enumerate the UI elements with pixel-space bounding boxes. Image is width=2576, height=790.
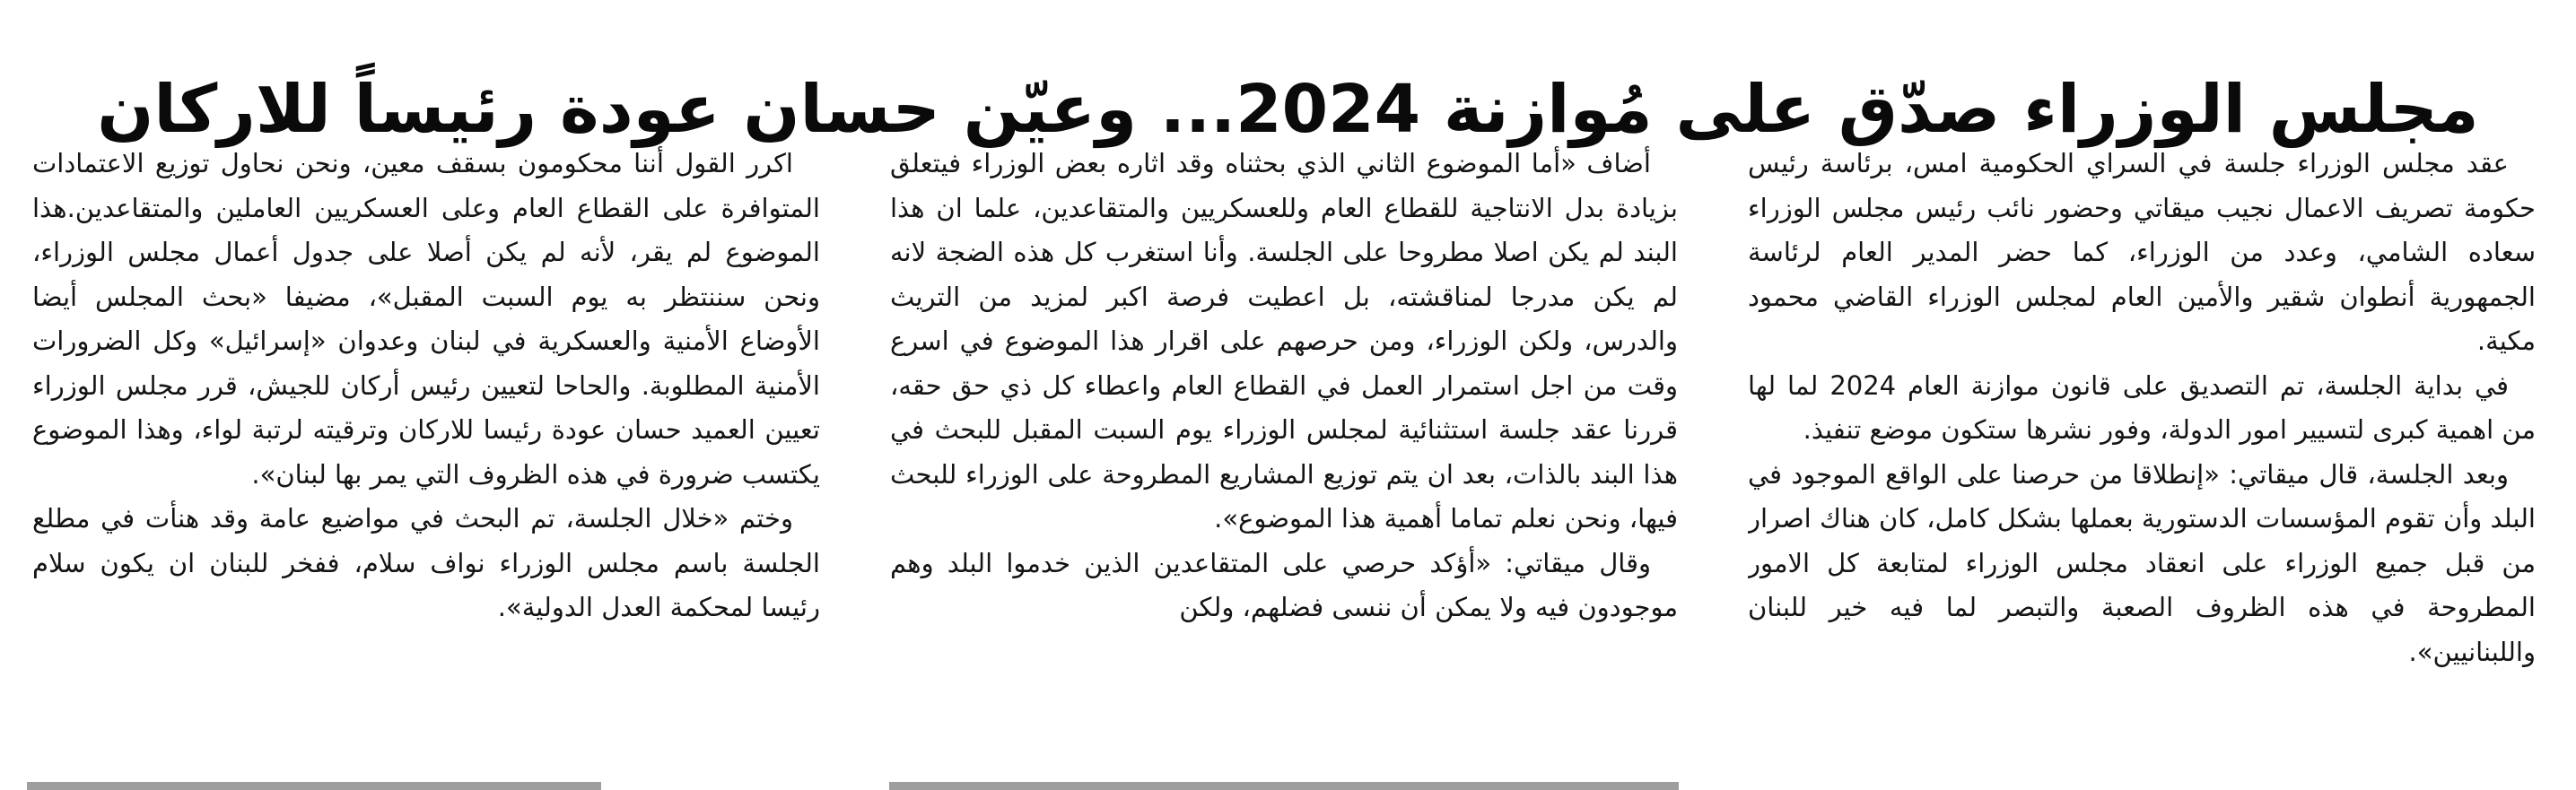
paragraph: وختم «خلال الجلسة، تم البحث في مواضيع عامة وقد هنأت في مطلع الجلسة باسم مجلس الوزراء نواف سلام، ففخر للبنان ان يكون سلام رئيسا لمحكمة العدل الدولية». — [32, 503, 820, 622]
article-headline: مجلس الوزراء صدّق على مُوازنة 2024... وعيّن حسان عودة رئيساً للاركان — [97, 70, 2479, 148]
article-body — [32, 142, 2536, 760]
article-column-3 — [32, 142, 820, 760]
paragraph: اكرر القول أننا محكومون بسقف معين، ونحن نحاول توزيع الاعتمادات المتوافرة على القطاع العام وعلى العسكريين العاملين والمتقاعدين.هذا الموضوع لم يقر، لأنه لم يكن أصلا على جدول أعمال مجلس الوزراء، ونحن سننتظر به يوم السبت المقبل»، مضيفا «بحث المجلس أيضا الأوضاع الأمنية والعسكرية في لبنان وعدوان «إسرائيل» وكل الضرورات الأمنية المطلوبة. والحاحا لتعيين رئيس أركان للجيش، قرر مجلس الوزراء تعيين العميد حسان عودة رئيسا للاركان وترقيته لرتبة لواء، وهذا الموضوع يكتسب ضرورة في هذه الظروف التي يمر بها لبنان». — [32, 148, 820, 490]
article-column-2 — [890, 142, 1678, 760]
bottom-divider-left — [27, 782, 601, 790]
bottom-divider-right — [889, 782, 1679, 790]
paragraph: في بداية الجلسة، تم التصديق على قانون موازنة العام 2024 لما لها من اهمية كبرى لتسيير امور الدولة، وفور نشرها ستكون موضع تنفيذ. — [1748, 369, 2536, 445]
paragraph: أضاف «أما الموضوع الثاني الذي بحثناه وقد اثاره بعض الوزراء فيتعلق بزيادة بدل الانتاجية للقطاع العام وللعسكريين والمتقاعدين، علما ان هذا البند لم يكن اصلا مطروحا على الجلسة. وأنا استغرب كل هذه الضجة لانه لم يكن مدرجا لمناقشته، بل اعطيت فرصة اكبر لمزيد من التريث والدرس، ولكن الوزراء، ومن حرصهم على اقرار هذا الموضوع في اسرع وقت من اجل استمرار العمل في القطاع العام واعطاء كل ذي حق حقه، قررنا عقد جلسة استثنائية لمجلس الوزراء يوم السبت المقبل للبحث في هذا البند بالذات، بعد ان يتم توزيع المشاريع المطروحة على الوزراء للبحث فيها، ونحن نعلم تماما أهمية هذا الموضوع». — [890, 148, 1678, 534]
paragraph: وقال ميقاتي: «أؤكد حرصي على المتقاعدين الذين خدموا البلد وهم موجودون فيه ولا يمكن أن ننسى فضلهم، ولكن — [890, 547, 1678, 622]
article-column-1 — [1748, 142, 2536, 760]
paragraph: وبعد الجلسة، قال ميقاتي: «إنطلاقا من حرصنا على الواقع الموجود في البلد وأن تقوم المؤسسات الدستورية بعملها بشكل كامل، كان هناك اصرار من قبل جميع الوزراء على انعقاد مجلس الوزراء لمتابعة كل الامور المطروحة في هذه الظروف الصعبة والتبصر لما فيه خير للبنان واللبنانيين». — [1748, 458, 2536, 667]
paragraph: عقد مجلس الوزراء جلسة في السراي الحكومية امس، برئاسة رئيس حكومة تصريف الاعمال نجيب ميقاتي وحضور نائب رئيس مجلس الوزراء سعاده الشامي، وعدد من الوزراء، كما حضر المدير العام لرئاسة الجمهورية أنطوان شقير والأمين العام لمجلس الوزراء القاضي محمود مكية. — [1748, 148, 2536, 356]
